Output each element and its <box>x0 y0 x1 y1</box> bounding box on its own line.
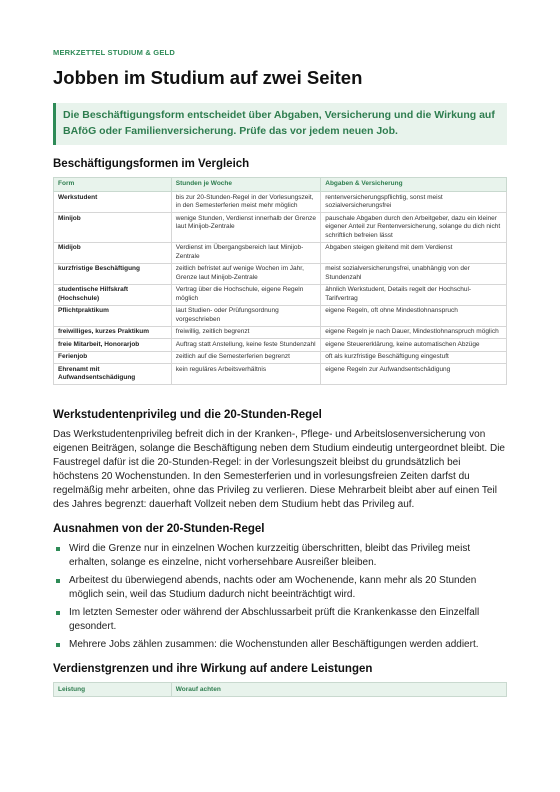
list-item-text: Arbeitest du überwiegend abends, nachts oder am Wochenende, kann mehr als 20 Stunden möglich sein, weil das Studium dadurch nicht beeinträchtigt wird. <box>69 575 477 600</box>
table-cell-form: Minijob <box>54 213 172 243</box>
table-cell-hours: Verdienst im Übergangsbereich laut Minijob-Zentrale <box>171 242 320 263</box>
bullet-square-icon <box>56 643 60 647</box>
section-heading-earnings-limits: Verdienstgrenzen und ihre Wirkung auf andere Leistungen <box>53 663 373 675</box>
earnings-limits-table <box>53 682 507 697</box>
table-row <box>54 326 507 339</box>
section-paragraph: Das Werkstudentenprivileg befreit dich in der Kranken-, Pflege- und Arbeitslosenversicherung von eigenen Beiträgen, solange die Beschäftigung neben dem Studium eindeutig untergeordnet bleibt. Die Faustregel dafür ist die 20-Stunden-Regel: in der Vorlesungszeit bleibst du grundsätzlich bei höchstens 20 Wochenstunden. In den Semesterferien und in vorlesungsfreien Zeiten darfst du regelmäßig mehr arbeiten, ohne das Privileg zu verlieren. Diese Mehrarbeit bleibt aber auf einen Teil des Jahres begrenzt: dauerhaft Vollzeit neben dem Studium hebt das Privileg auf. <box>53 429 505 510</box>
table-cell-form: freiwilliges, kurzes Praktikum <box>54 326 172 339</box>
table-cell-contributions: eigene Regeln je nach Dauer, Mindestlohnanspruch möglich <box>321 326 507 339</box>
document-kicker: MERKZETTEL STUDIUM & GELD <box>53 48 175 57</box>
table-cell-form: Midijob <box>54 242 172 263</box>
table-cell-contributions: ähnlich Werkstudent, Details regelt der Hochschul-Tarifvertrag <box>321 284 507 305</box>
table-header-cell: Leistung <box>54 683 172 697</box>
table-header-cell: Form <box>54 178 172 192</box>
table-cell-hours: zeitlich befristet auf wenige Wochen im Jahr, Grenze laut Minijob-Zentrale <box>171 263 320 284</box>
section-exceptions <box>53 523 507 652</box>
table-cell-form: Ehrenamt mit Aufwandsentschädigung <box>54 364 172 385</box>
table-header-cell: Stunden je Woche <box>171 178 320 192</box>
table-row <box>54 351 507 364</box>
list-item <box>53 574 507 602</box>
table-cell-hours: kein reguläres Arbeitsverhältnis <box>171 364 320 385</box>
table-cell-contributions: eigene Regeln zur Aufwandsentschädigung <box>321 364 507 385</box>
list-item-text: Im letzten Semester oder während der Abschlussarbeit prüft die Krankenkasse den Einzelfall gesondert. <box>69 607 480 632</box>
section-earnings-limits <box>53 663 507 697</box>
table-header-cell: Abgaben & Versicherung <box>321 178 507 192</box>
section-working-student-privilege <box>53 409 507 512</box>
exceptions-list <box>53 542 507 652</box>
section-employment-forms <box>53 158 507 385</box>
table-cell-hours: Vertrag über die Hochschule, eigene Regeln möglich <box>171 284 320 305</box>
employment-forms-table <box>53 177 507 385</box>
table-cell-form: Pflichtpraktikum <box>54 305 172 326</box>
table-row <box>54 364 507 385</box>
table-cell-contributions: oft als kurzfristige Beschäftigung eingestuft <box>321 351 507 364</box>
table-cell-contributions: eigene Regeln, oft ohne Mindestlohnanspruch <box>321 305 507 326</box>
table-cell-hours: Auftrag statt Anstellung, keine feste Stundenzahl <box>171 339 320 352</box>
section-heading-exceptions: Ausnahmen von der 20-Stunden-Regel <box>53 523 265 535</box>
table-row <box>54 242 507 263</box>
table-cell-contributions: rentenversicherungspflichtig, sonst meist sozialversicherungsfrei <box>321 192 507 213</box>
list-item <box>53 542 507 570</box>
table-cell-contributions: pauschale Abgaben durch den Arbeitgeber, dazu ein kleiner eigener Anteil zur Rentenversicherung, solange du dich nicht schriftlich befreien lässt <box>321 213 507 243</box>
table-header-cell: Worauf achten <box>171 683 506 697</box>
table-header-row <box>54 178 507 192</box>
bullet-square-icon <box>56 547 60 551</box>
table-cell-contributions: meist sozialversicherungsfrei, unabhängig von der Stundenzahl <box>321 263 507 284</box>
table-cell-form: Werkstudent <box>54 192 172 213</box>
table-cell-form: freie Mitarbeit, Honorarjob <box>54 339 172 352</box>
section-heading-working-student-privilege: Werkstudentenprivileg und die 20-Stunden-Regel <box>53 409 322 421</box>
table-cell-hours: bis zur 20-Stunden-Regel in der Vorlesungszeit, in den Semesterferien meist mehr möglich <box>171 192 320 213</box>
table-row <box>54 339 507 352</box>
bullet-square-icon <box>56 611 60 615</box>
list-item <box>53 606 507 634</box>
table-row <box>54 284 507 305</box>
section-heading-employment-forms: Beschäftigungsformen im Vergleich <box>53 158 250 170</box>
callout-box: Die Beschäftigungsform entscheidet über Abgaben, Versicherung und die Wirkung auf BAföG oder Familienversicherung. Prüfe das vor jedem neuen Job. <box>53 103 507 145</box>
table-header-row <box>54 683 507 697</box>
list-item-text: Wird die Grenze nur in einzelnen Wochen kurzzeitig überschritten, bleibt das Privileg meist erhalten, solange es einzelne, nicht vorhersehbare Ausreißer bleiben. <box>69 543 471 568</box>
table-row <box>54 192 507 213</box>
page-title: Jobben im Studium auf zwei Seiten <box>53 67 363 88</box>
table-cell-hours: zeitlich auf die Semesterferien begrenzt <box>171 351 320 364</box>
bullet-square-icon <box>56 579 60 583</box>
table-cell-contributions: eigene Steuererklärung, keine automatischen Abzüge <box>321 339 507 352</box>
table-row <box>54 213 507 243</box>
table-cell-form: Ferienjob <box>54 351 172 364</box>
table-cell-form: studentische Hilfskraft (Hochschule) <box>54 284 172 305</box>
table-row <box>54 263 507 284</box>
table-row <box>54 305 507 326</box>
table-cell-hours: wenige Stunden, Verdienst innerhalb der Grenze laut Minijob-Zentrale <box>171 213 320 243</box>
table-cell-contributions: Abgaben steigen gleitend mit dem Verdienst <box>321 242 507 263</box>
table-cell-hours: laut Studien- oder Prüfungsordnung vorgeschrieben <box>171 305 320 326</box>
list-item-text: Mehrere Jobs zählen zusammen: die Wochenstunden aller Beschäftigungen werden addiert. <box>69 639 479 650</box>
table-cell-form: kurzfristige Beschäftigung <box>54 263 172 284</box>
table-cell-hours: freiwillig, zeitlich begrenzt <box>171 326 320 339</box>
list-item <box>53 638 507 652</box>
